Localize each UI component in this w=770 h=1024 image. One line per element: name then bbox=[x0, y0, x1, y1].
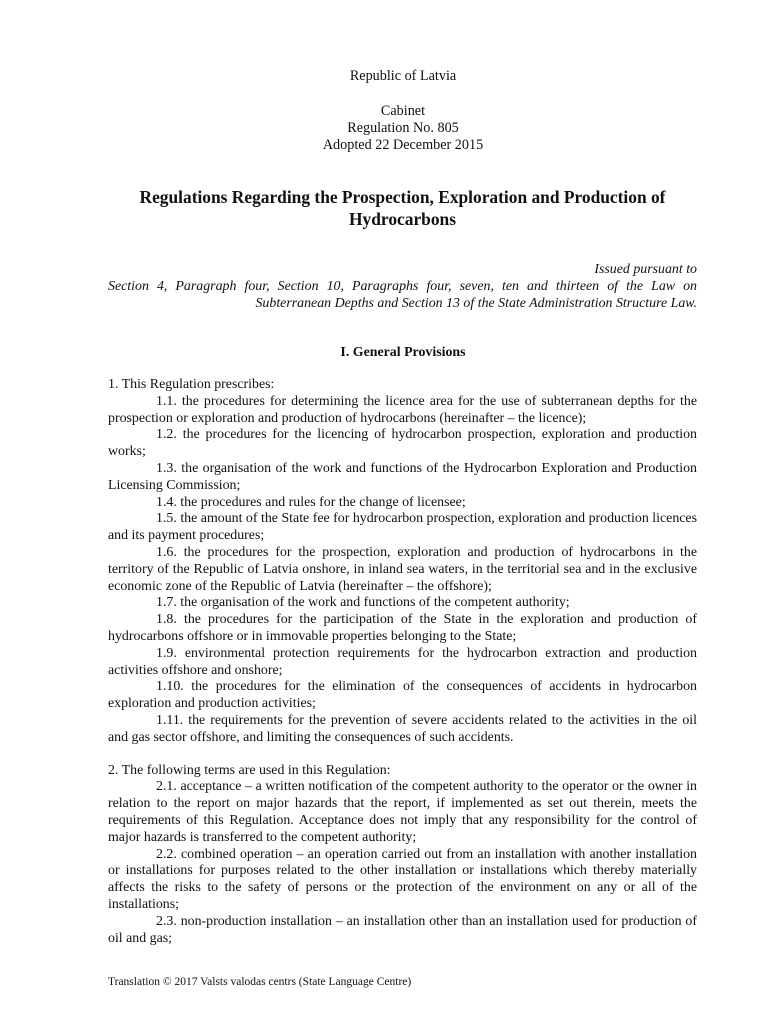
clause-1-4: 1.4. the procedures and rules for the change of licensee; bbox=[156, 494, 466, 510]
clause-2-1: 2.1. acceptance – a written notification of the competent authority to the operator or the owner in relation to the report on major hazards that the report, if implemented as set out therein, meets the requirements of this Regulation. Acceptance does not imply that any responsibility for the control of major hazards is transferred to the competent authority; bbox=[108, 779, 697, 845]
clause-1-intro: 1. This Regulation prescribes: bbox=[108, 377, 275, 392]
clause-1-1: 1.1. the procedures for determining the licence area for the use of subterranean depths for the prospection or exploration and production of hydrocarbons (hereinafter – the licence); bbox=[108, 393, 697, 426]
clause-1-10: 1.10. the procedures for the elimination of the consequences of accidents in hydrocarbon exploration and production activities; bbox=[108, 679, 697, 712]
paragraph-gap bbox=[108, 747, 697, 763]
issuer-line: Cabinet bbox=[380, 103, 426, 119]
page-title: Regulations Regarding the Prospection, Exploration and Production of Hydrocarbons bbox=[139, 187, 666, 229]
issued-pursuant-line: Issued pursuant to bbox=[594, 262, 697, 277]
regulation-number: Regulation No. 805 bbox=[347, 120, 459, 136]
section-heading: I. General Provisions bbox=[340, 345, 466, 360]
country-line: Republic of Latvia bbox=[349, 68, 457, 84]
clause-1-3: 1.3. the organisation of the work and functions of the Hydrocarbon Exploration and Production Licensing Commission; bbox=[108, 460, 697, 493]
clause-1-9: 1.9. environmental protection requirements for the hydrocarbon extraction and production activities offshore and onshore; bbox=[108, 645, 697, 678]
clause-1-8: 1.8. the procedures for the participation of the State in the exploration and production of hydrocarbons offshore or in immovable properties belonging to the State; bbox=[108, 612, 697, 644]
adoption-date: Adopted 22 December 2015 bbox=[322, 137, 484, 153]
clause-1-2: 1.2. the procedures for the licencing of hydrocarbon prospection, exploration and production works; bbox=[108, 427, 697, 460]
regulation-body bbox=[108, 377, 697, 947]
clause-1-7: 1.7. the organisation of the work and functions of the competent authority; bbox=[156, 595, 570, 611]
translation-footer: Translation © 2017 Valsts valodas centrs (State Language Centre) bbox=[108, 976, 412, 988]
clause-2-3: 2.3. non-production installation – an installation other than an installation used for production of oil and gas; bbox=[108, 913, 697, 946]
clause-1-11: 1.11. the requirements for the prevention of severe accidents related to the activities in the oil and gas sector offshore, and limiting the consequences of such accidents. bbox=[108, 712, 697, 745]
clause-1-5: 1.5. the amount of the State fee for hydrocarbon prospection, exploration and production licences and its payment procedures; bbox=[108, 511, 697, 544]
legal-basis-line-2: Subterranean Depths and Section 13 of the State Administration Structure Law. bbox=[255, 296, 697, 311]
clause-2-2: 2.2. combined operation – an operation carried out from an installation with another installation or installations for purposes related to the other installation or installations which thereby materially affects the risks to the safety of persons or the protection of the environment on any or all of the installations; bbox=[108, 846, 697, 912]
clause-1-6: 1.6. the procedures for the prospection, exploration and production of hydrocarbons in the territory of the Republic of Latvia onshore, in inland sea waters, in the territorial sea and in the exclusive economic zone of the Republic of Latvia (hereinafter – the offshore); bbox=[108, 544, 697, 594]
legal-basis-line-1: Section 4, Paragraph four, Section 10, Paragraphs four, seven, ten and thirteen of the Law on bbox=[108, 279, 697, 294]
clause-2-intro: 2. The following terms are used in this Regulation: bbox=[108, 762, 391, 778]
